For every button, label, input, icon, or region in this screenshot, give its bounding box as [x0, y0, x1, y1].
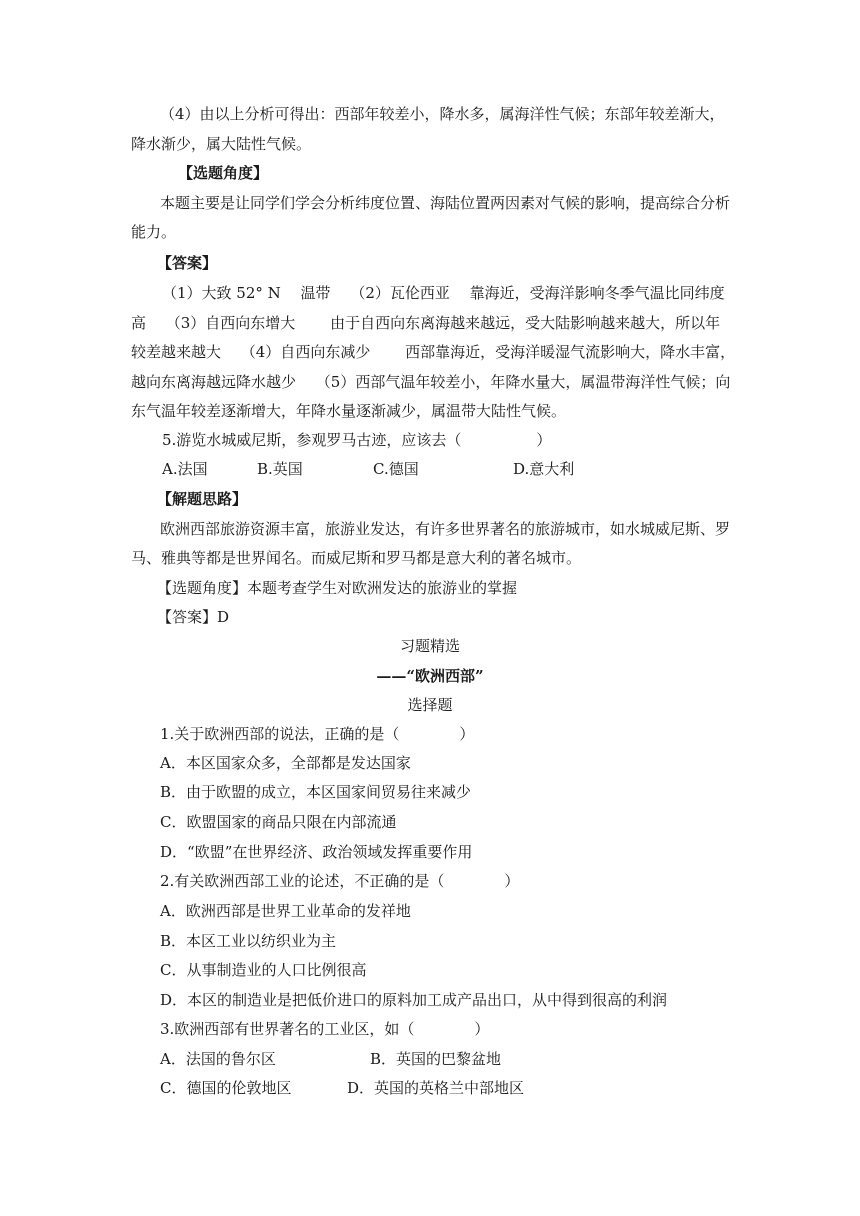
selection-angle-line-2: 能力。	[131, 223, 177, 241]
question-5-option-a: A.法国	[162, 460, 208, 478]
question-1-option-d: D．“欧盟”在世界经济、政治领域发挥重要作用	[160, 843, 473, 861]
answer-line-4: 越向东离海越远降水越少 （5）西部气温年较差小，年降水量大，属温带海洋性气候；向	[131, 373, 731, 391]
analysis-line-2: 降水渐少，属大陆性气候。	[131, 135, 312, 153]
question-2-option-c: C．从事制造业的人口比例很高	[160, 961, 367, 979]
selection-angle-line-1: 本题主要是让同学们学会分析纬度位置、海陆位置两因素对气候的影响，提高综合分析	[160, 194, 731, 212]
question-5-option-b: B.英国	[257, 460, 303, 478]
solution-heading: 【解题思路】	[157, 490, 248, 508]
exercises-section-heading: 选择题	[407, 696, 453, 714]
question-1-option-b: B．由于欧盟的成立，本区国家间贸易往来减少	[160, 783, 472, 801]
solution-line-1: 欧洲西部旅游资源丰富，旅游业发达，有许多世界著名的旅游城市，如水城威尼斯、罗	[160, 520, 731, 538]
question-3-option-b: B．英国的巴黎盆地	[370, 1050, 502, 1068]
question-5-option-c: C.德国	[373, 460, 419, 478]
answer-line-1: （1）大致 52° N 温带 （2）瓦伦西亚 靠海近，受海洋影响冬季气温比同纬度	[162, 284, 725, 302]
answer-line-2: 高 （3）自西向东增大 由于自西向东离海越来越远，受大陆影响越来越大，所以年	[131, 314, 721, 332]
solution-line-2: 马、雅典等都是世界闻名。而威尼斯和罗马都是意大利的著名城市。	[131, 549, 582, 567]
question-2-stem: 2.有关欧洲西部工业的论述，不正确的是（ ）	[160, 872, 520, 890]
question-2-option-b: B．本区工业以纺织业为主	[160, 932, 337, 950]
question-2-option-a: A．欧洲西部是世界工业革命的发祥地	[160, 902, 411, 920]
answer-line-3: 较差越来越大 （4）自西向东减少 西部靠海近，受海洋暖湿气流影响大，降水丰富，	[131, 343, 736, 361]
question-3-option-d: D．英国的英格兰中部地区	[347, 1079, 525, 1097]
question-1-option-c: C．欧盟国家的商品只限在内部流通	[160, 813, 397, 831]
question-2-option-d: D．本区的制造业是把低价进口的原料加工成产品出口，从中得到很高的利润	[160, 991, 668, 1009]
answer-line-5: 东气温年较差逐渐增大，年降水量逐渐减少，属温带大陆性气候。	[131, 402, 567, 420]
selection-angle-heading: 【选题角度】	[178, 164, 269, 182]
question-3-option-c: C．德国的伦敦地区	[160, 1079, 292, 1097]
question-3-stem: 3.欧洲西部有世界著名的工业区，如（ ）	[160, 1020, 490, 1038]
analysis-line-1: （4）由以上分析可得出：西部年较差小，降水多，属海洋性气候；东部年较差渐大，	[160, 105, 725, 123]
exercises-title: 习题精选	[399, 637, 460, 655]
question-1-stem: 1.关于欧洲西部的说法，正确的是（ ）	[160, 725, 475, 743]
solution-answer: 【答案】D	[157, 608, 230, 626]
exercises-subtitle: ——“欧洲西部”	[376, 667, 484, 685]
question-5-stem: 5.游览水城威尼斯，参观罗马古迹，应该去（ ）	[162, 431, 552, 449]
answer-heading: 【答案】	[157, 254, 218, 272]
question-3-option-a: A．法国的鲁尔区	[160, 1050, 276, 1068]
solution-selection-angle: 【选题角度】本题考查学生对欧洲发达的旅游业的掌握	[157, 579, 518, 597]
question-5-option-d: D.意大利	[513, 460, 575, 478]
question-1-option-a: A．本区国家众多，全部都是发达国家	[160, 754, 411, 772]
